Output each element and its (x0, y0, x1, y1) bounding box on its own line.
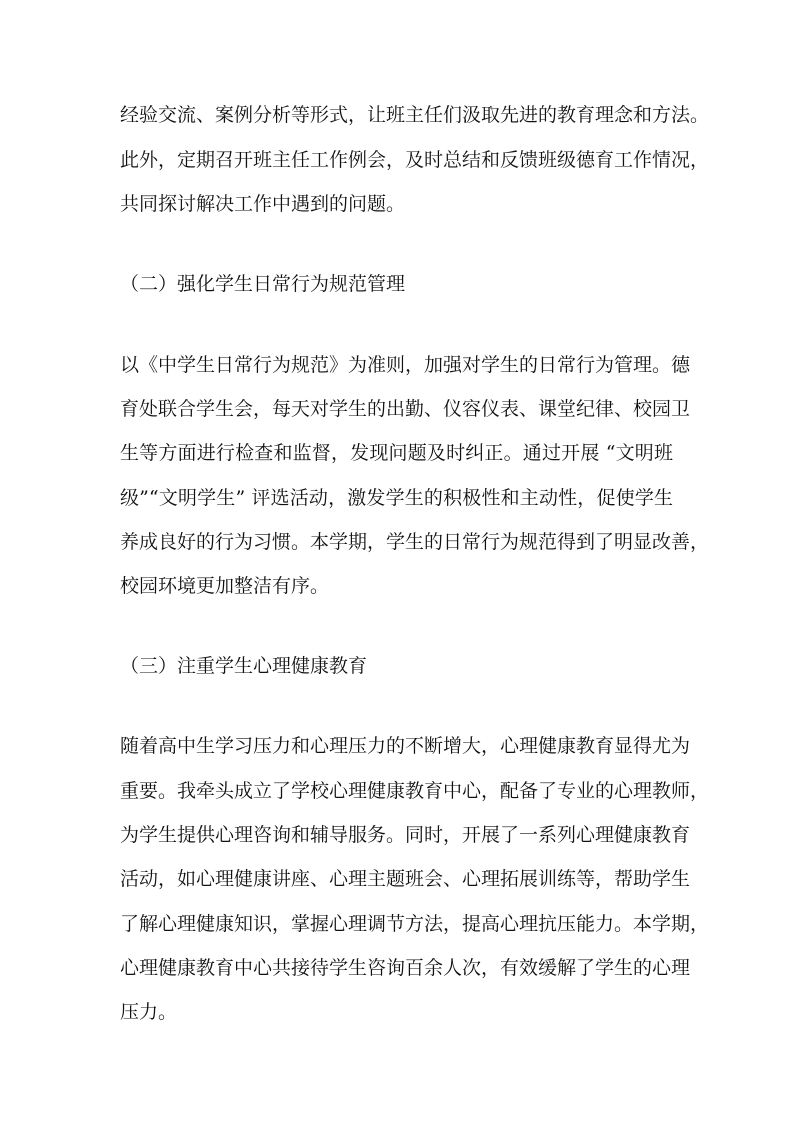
section-heading-3: （三）注重学生心理健康教育 (120, 655, 368, 677)
paragraph-line: 育处联合学生会，每天对学生的出勤、仪容仪表、课堂纪律、校园卫 (120, 398, 691, 420)
paragraph-line: 重要。我牵头成立了学校心理健康教育中心，配备了专业的心理教师， (120, 780, 710, 802)
paragraph-line: 养成良好的行为习惯。本学期，学生的日常行为规范得到了明显改善， (120, 531, 710, 553)
paragraph-line: 以《中学生日常行为规范》为准则，加强对学生的日常行为管理。德 (120, 354, 691, 376)
paragraph-line: 随着高中生学习压力和心理压力的不断增大，心理健康教育显得尤为 (120, 735, 691, 757)
paragraph-line: 校园环境更加整洁有序。 (120, 575, 330, 597)
paragraph-line: 共同探讨解决工作中遇到的问题。 (120, 193, 406, 215)
paragraph-line: 压力。 (120, 1001, 178, 1023)
section-heading-2: （二）强化学生日常行为规范管理 (120, 273, 406, 295)
paragraph-line: 经验交流、案例分析等形式，让班主任们汲取先进的教育理念和方法。 (120, 104, 710, 126)
paragraph-line: 此外，定期召开班主任工作例会，及时总结和反馈班级德育工作情况， (120, 149, 710, 171)
paragraph-line: 心理健康教育中心共接待学生咨询百余人次，有效缓解了学生的心理 (120, 957, 691, 979)
paragraph-line: 为学生提供心理咨询和辅导服务。同时，开展了一系列心理健康教育 (120, 824, 691, 846)
paragraph-line: 生等方面进行检查和监督，发现问题及时纠正。通过开展 “文明班 (120, 442, 673, 464)
paragraph-line: 级”“文明学生” 评选活动，激发学生的积极性和主动性，促使学生 (120, 487, 673, 509)
paragraph-line: 活动，如心理健康讲座、心理主题班会、心理拓展训练等，帮助学生 (120, 868, 691, 890)
paragraph-line: 了解心理健康知识，掌握心理调节方法，提高心理抗压能力。本学期， (120, 913, 710, 935)
